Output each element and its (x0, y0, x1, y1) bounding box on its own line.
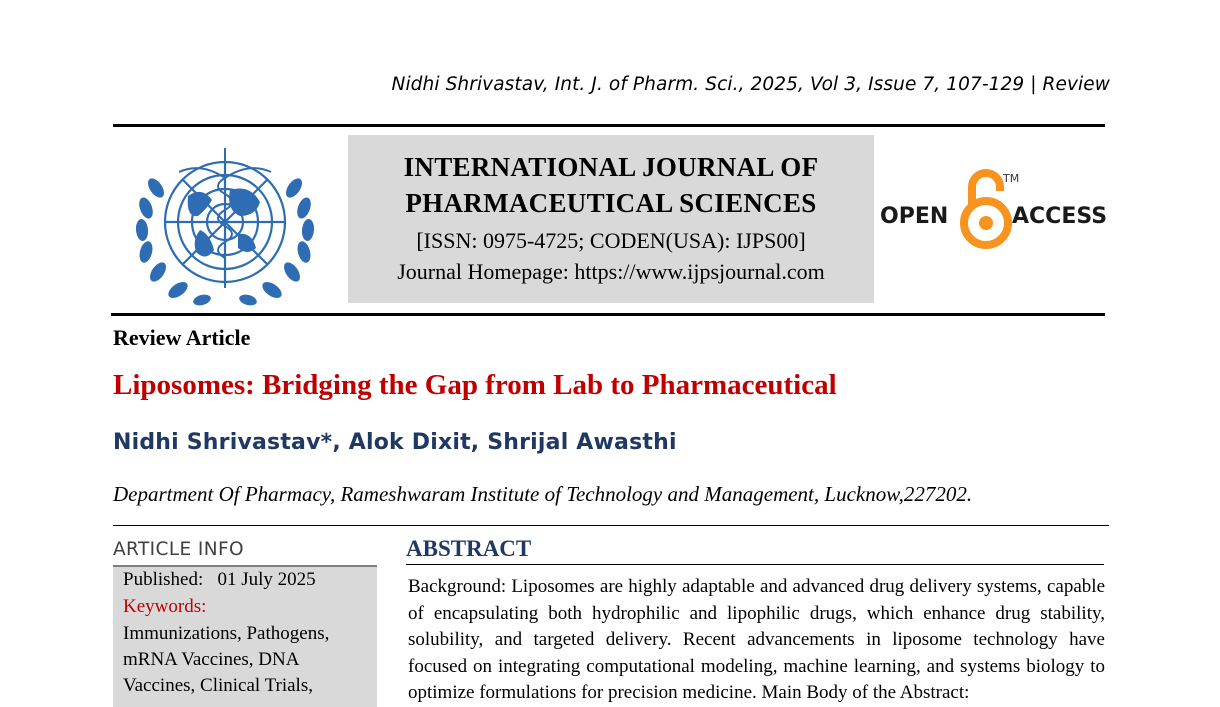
keywords-label: Keywords: (123, 596, 207, 617)
abstract-body: Background: Liposomes are highly adaptable and advanced drug delivery systems, capable of encapsulating both hydrophilic and lipophilic drugs, which enhance drug stability, solubility, and targeted delivery. Recent advancements in liposome technology have focused on integrating computational modeling, machine learning, and systems biology to optimize formulations for precision medicine. Main Body of the Abstract: (408, 576, 1105, 703)
article-title: Liposomes: Bridging the Gap from Lab to Pharmaceutical (113, 369, 837, 401)
abstract-heading: ABSTRACT (406, 536, 532, 561)
open-access-logo (878, 165, 1110, 253)
journal-homepage-link[interactable]: Journal Homepage: https://www.ijpsjournal.com (397, 259, 825, 284)
open-access-access-text: ACCESS (1012, 204, 1108, 229)
published-label: Published: (123, 569, 204, 590)
journal-title-line2: PHARMACEUTICAL SCIENCES (405, 188, 817, 218)
journal-issn: [ISSN: 0975-4725; CODEN(USA): IJPS00] (416, 228, 806, 253)
article-info-heading: ARTICLE INFO (113, 539, 245, 560)
article-authors: Nidhi Shrivastav*, Alok Dixit, Shrijal Awasthi (113, 430, 677, 455)
abstract-rule (406, 564, 1104, 565)
author-affiliation: Department Of Pharmacy, Rameshwaram Institute of Technology and Management, Lucknow,227202. (113, 482, 973, 506)
published-row (123, 569, 316, 591)
open-access-open-text: OPEN (880, 204, 949, 229)
keywords-line: mRNA Vaccines, DNA (123, 649, 300, 670)
journal-title-line1: INTERNATIONAL JOURNAL OF (403, 152, 819, 182)
article-info-box (113, 567, 377, 707)
open-lock-icon (964, 173, 1008, 245)
section-divider (113, 525, 1109, 526)
journal-emblem-logo (126, 138, 324, 306)
header-top-rule (113, 124, 1105, 127)
trademark-symbol: TM (1003, 172, 1020, 185)
keywords-line: Immunizations, Pathogens, (123, 623, 330, 644)
keywords-line: Vaccines, Clinical Trials, (123, 675, 313, 696)
journal-citation: Nidhi Shrivastav, Int. J. of Pharm. Sci., 2025, Vol 3, Issue 7, 107-129 | Review (391, 74, 1110, 95)
header-bottom-rule (111, 313, 1105, 316)
published-date: 01 July 2025 (217, 569, 316, 590)
journal-masthead (348, 135, 874, 303)
article-type-label: Review Article (113, 325, 251, 350)
